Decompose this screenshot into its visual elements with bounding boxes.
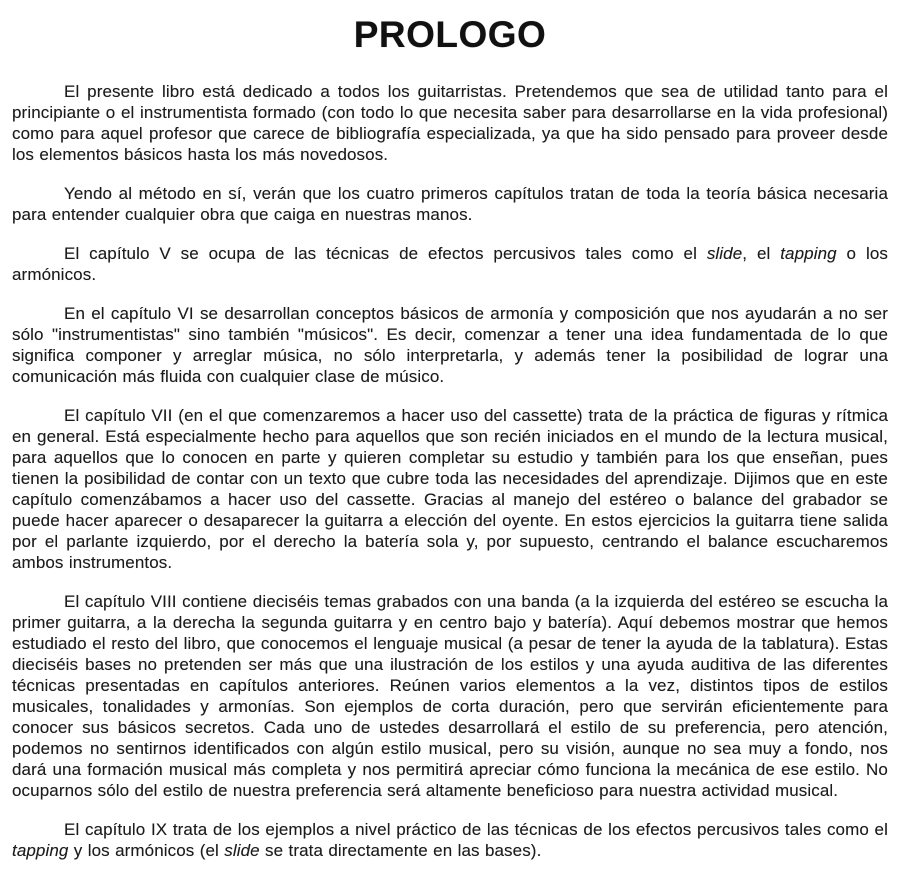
paragraph-1 — [12, 81, 888, 165]
paragraph-6 — [12, 591, 888, 801]
text-run: El capítulo IX trata de los ejemplos a nivel práctico de las técnicas de los efectos percusivos tales como el — [64, 819, 888, 839]
italic-term: slide — [706, 243, 743, 263]
paragraph-2 — [12, 183, 888, 225]
text-run: El capítulo V se ocupa de las técnicas de efectos percusivos tales como el — [64, 243, 707, 263]
text-run: En el capítulo VI se desarrollan conceptos básicos de armonía y composición que nos ayudarán a no ser sólo "instrumentistas" sino también "músicos". Es decir, comenzar a tener una idea fundamentada de lo que significa componer y arreglar música, no sólo interpretarla, y además tener la posibilidad de lograr una comunicación más fluida con cualquier clase de músico. — [12, 303, 888, 386]
paragraph-4 — [12, 303, 888, 387]
text-run: El capítulo VII (en el que comenzaremos a hacer uso del cassette) trata de la práctica de figuras y rítmica en general. Está especialmente hecho para aquellos que son recién iniciados en el mundo de la lectura musical, para aquellos que lo conocen en parte y quieren completar su estudio y también para los que enseñan, pues tienen la posibilidad de contar con un texto que cubre toda las necesidades del aprendizaje. Dijimos que en este capítulo comenzábamos a hacer uso del cassette. Gracias al manejo del estéreo o balance del grabador se puede hacer aparecer o desaparecer la guitarra a elección del oyente. En estos ejercicios la guitarra tiene salida por el parlante izquierdo, por el derecho la batería sola y, por supuesto, centrando el balance escucharemos ambos instrumentos. — [12, 405, 888, 572]
paragraph-5 — [12, 405, 888, 573]
paragraph-3 — [12, 243, 888, 285]
paragraph-7 — [12, 819, 888, 861]
italic-term: slide — [224, 840, 260, 860]
body-text — [12, 81, 888, 861]
text-run: Yendo al método en sí, verán que los cuatro primeros capítulos tratan de toda la teoría básica necesaria para entender cualquier obra que caiga en nuestras manos. — [12, 183, 888, 224]
text-run: y los armónicos (el — [68, 840, 225, 860]
italic-term: tapping — [780, 243, 837, 263]
page-title: PROLOGO — [353, 14, 547, 55]
text-run: o los armónicos. — [12, 243, 888, 284]
text-run: El presente libro está dedicado a todos los guitarristas. Pretendemos que sea de utilidad tanto para el principiante o el instrumentista formado (con todo lo que necesita saber para desarrollarse en la vida profesional) como para aquel profesor que carece de bibliografía especializada, ya que ha sido pensado para proveer desde los elementos básicos hasta los más novedosos. — [12, 81, 888, 164]
text-run: se trata directamente en las bases). — [259, 840, 542, 860]
text-run: , el — [742, 243, 781, 263]
text-run: El capítulo VIII contiene dieciséis temas grabados con una banda (a la izquierda del estéreo se escucha la primer guitarra, a la derecha la segunda guitarra y en centro bajo y batería). Aquí debemos mostrar que hemos estudiado el resto del libro, que conocemos el lenguaje musical (a pesar de tener la ayuda de la tablatura). Estas dieciséis bases no pretenden ser más que una ilustración de los estilos y una ayuda auditiva de las diferentes técnicas presentadas en capítulos anteriores. Reúnen varios elementos a la vez, distintos tipos de estilos musicales, tonalidades y armonías. Son ejemplos de corta duración, pero que servirán eficientemente para conocer sus básicos secretos. Cada uno de ustedes desarrollará el estilo de su preferencia, pero atención, podemos no sentirnos identificados con algún estilo musical, pero su visión, aunque no sea muy a fondo, nos dará una formación musical más completa y nos permitirá apreciar cómo funciona la mecánica de ese estilo. No ocuparnos sólo del estilo de nuestra preferencia será altamente beneficioso para nuestra actividad musical. — [12, 591, 888, 800]
italic-term: tapping — [12, 840, 69, 860]
